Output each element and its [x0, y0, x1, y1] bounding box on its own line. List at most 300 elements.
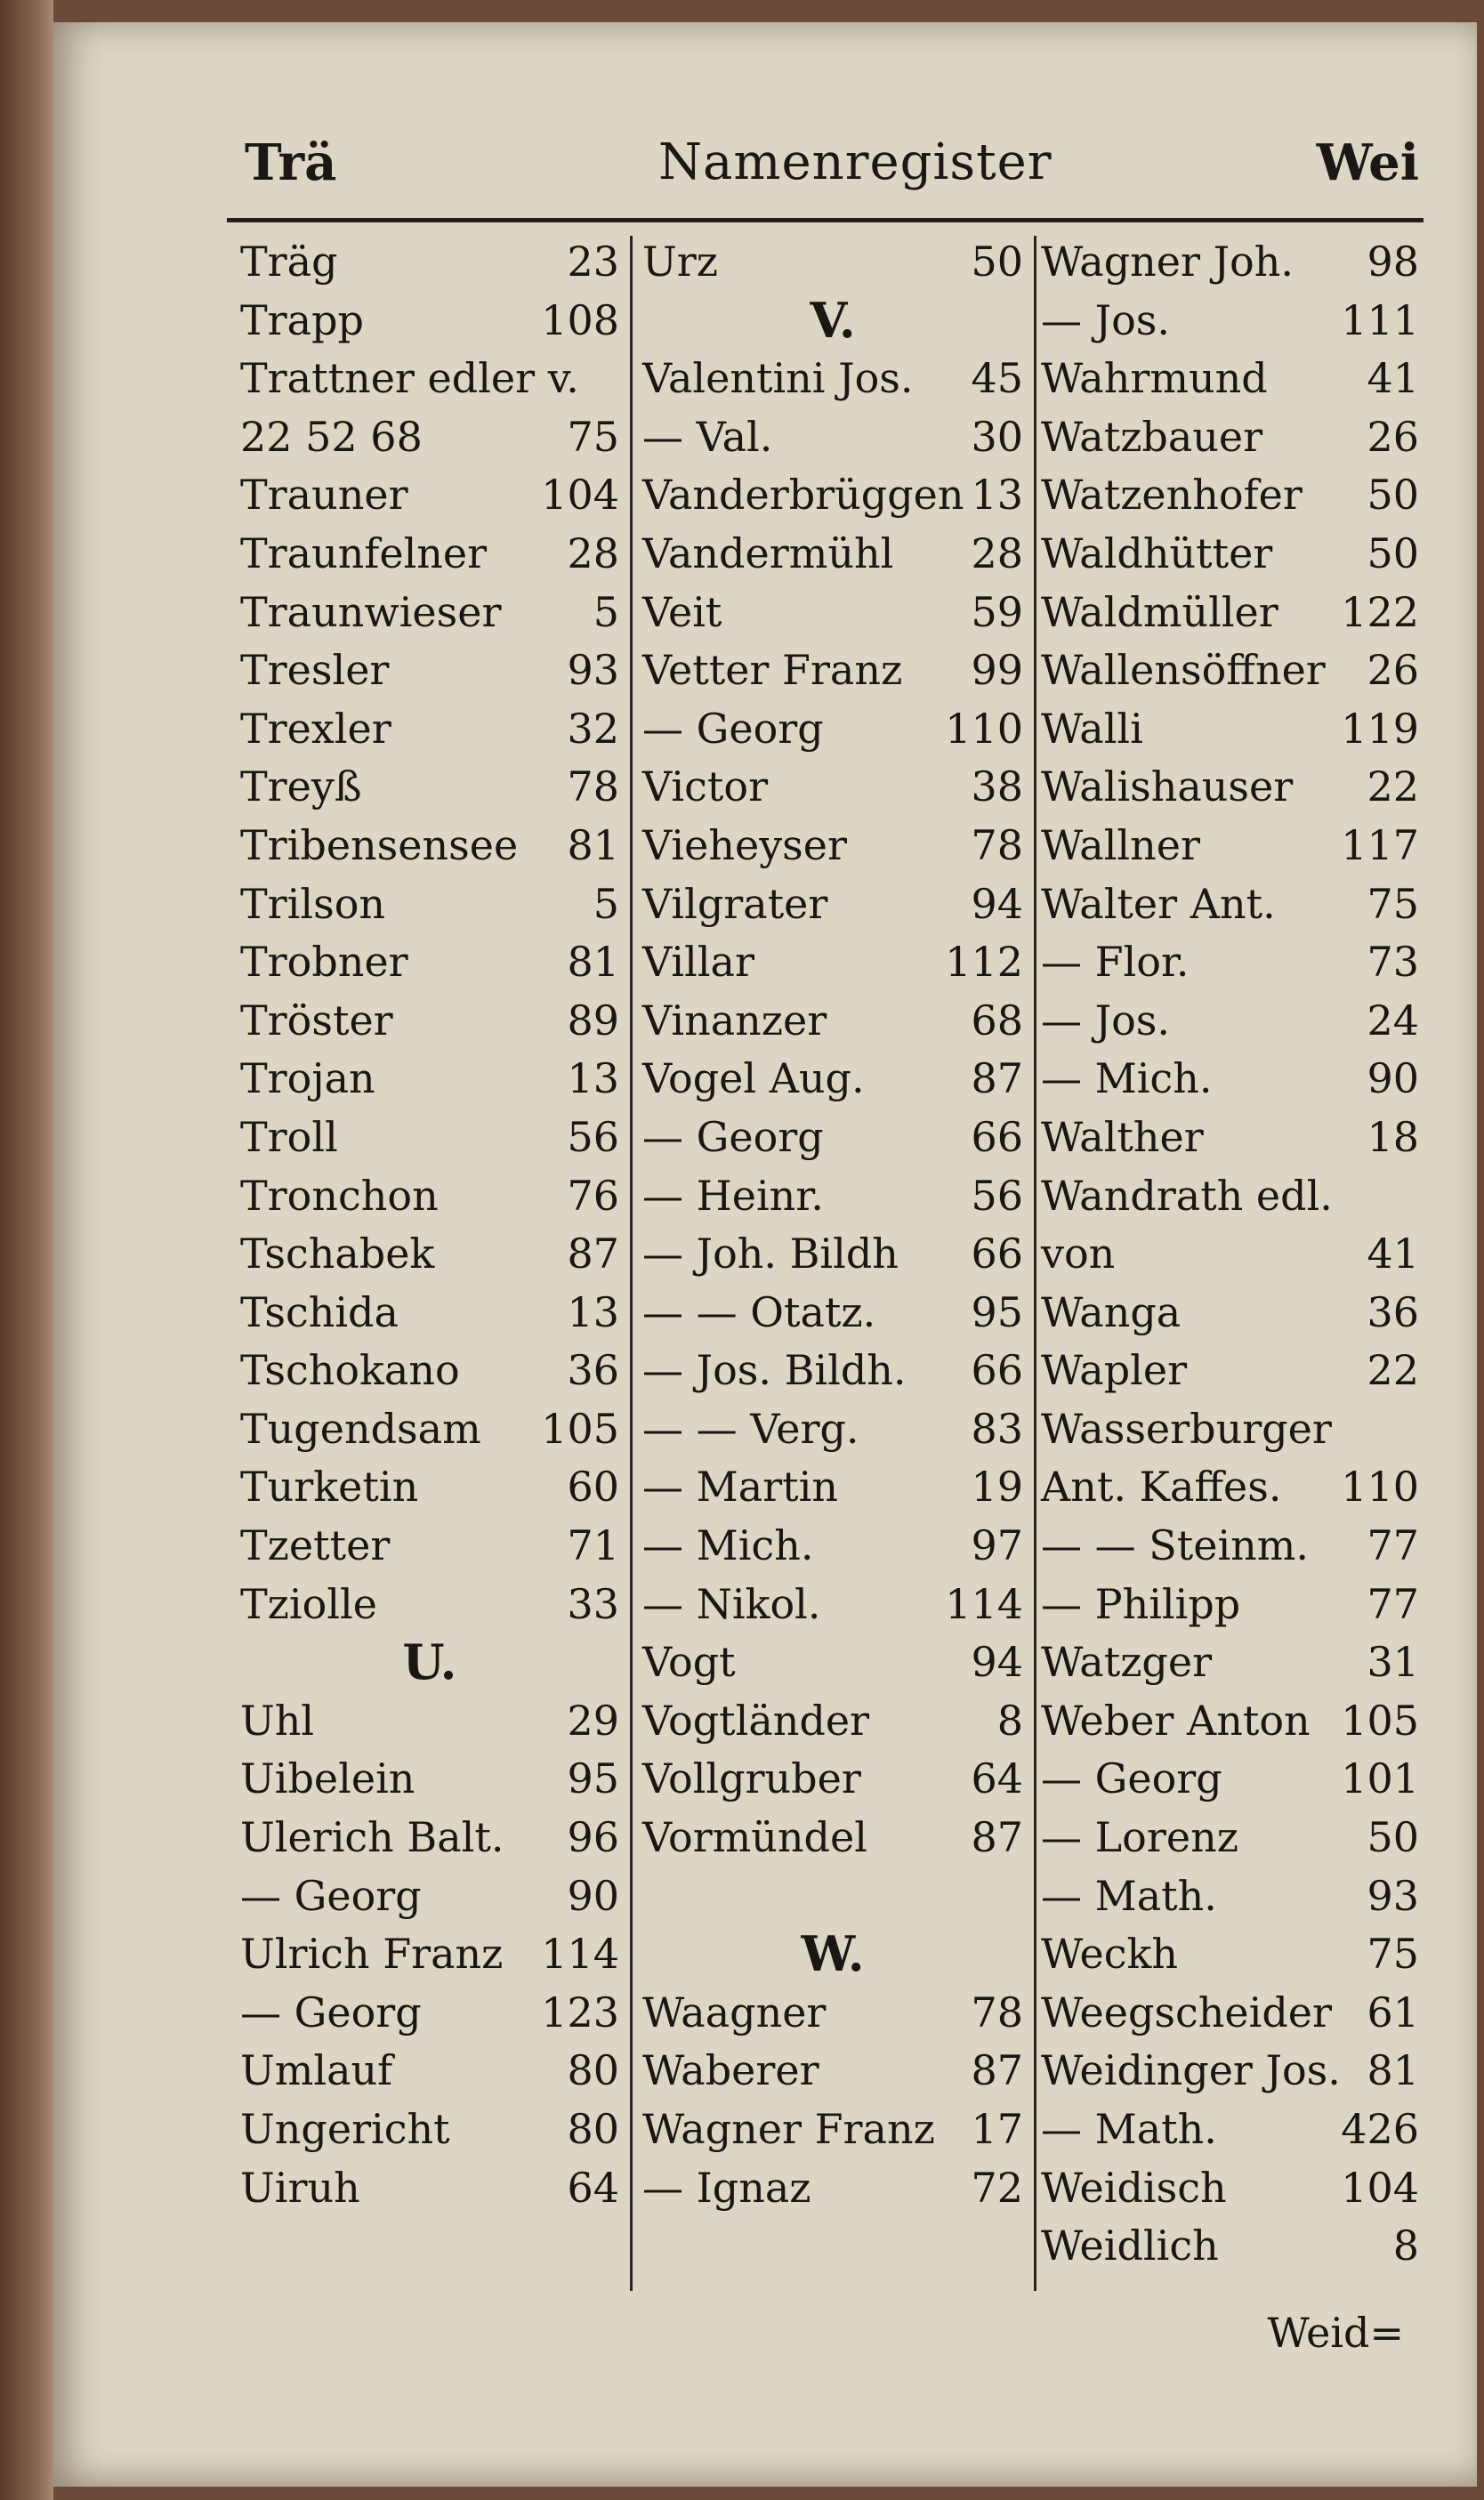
entry-page-number: 66 — [971, 1346, 1023, 1395]
entry-name: — Georg — [240, 1988, 422, 2036]
index-entry — [642, 1458, 1023, 1517]
index-entry — [240, 1458, 619, 1517]
entry-page-number: 426 — [1341, 2105, 1419, 2153]
index-entry — [240, 1809, 619, 1867]
entry-name: — Lorenz — [1041, 1813, 1238, 1862]
entry-page-number: 114 — [541, 1930, 619, 1979]
entry-name: Wagner Joh. — [1041, 238, 1294, 286]
index-entry — [1041, 1925, 1419, 1984]
entry-page-number: 108 — [541, 295, 619, 344]
entry-name: — — Verg. — [642, 1404, 859, 1453]
entry-page-number: 38 — [971, 762, 1023, 811]
entry-page-number: 56 — [567, 1112, 619, 1161]
entry-name: — Heinr. — [642, 1171, 824, 1220]
entry-page-number: 23 — [567, 238, 619, 286]
index-entry — [642, 1167, 1023, 1226]
entry-name: Vogtländer — [642, 1696, 870, 1745]
index-entry — [240, 1692, 619, 1751]
index-entry — [1041, 350, 1419, 408]
entry-page-number: 50 — [971, 238, 1023, 286]
entry-page-number: 28 — [971, 528, 1023, 577]
index-entry — [240, 1167, 619, 1226]
entry-page-number: 93 — [567, 646, 619, 695]
header-left-word: Trä — [245, 133, 337, 192]
entry-name: Vandermühl — [642, 528, 894, 577]
entry-page-number: 110 — [945, 704, 1023, 753]
entry-page-number: 22 — [1367, 762, 1419, 811]
index-entry — [1041, 2217, 1419, 2276]
entry-name: Victor — [642, 762, 769, 811]
entry-name: Trapp — [240, 295, 364, 344]
entry-name: Traunfelner — [240, 528, 488, 577]
entry-page-number: 45 — [971, 354, 1023, 403]
index-entry — [1041, 1225, 1419, 1284]
entry-name: Watzenhofer — [1041, 471, 1303, 520]
index-entry — [240, 1750, 619, 1809]
entry-name: Troll — [240, 1112, 338, 1161]
index-entry — [642, 817, 1023, 875]
index-entry — [642, 466, 1023, 525]
index-entry — [1041, 2101, 1419, 2159]
entry-name: — Math. — [1041, 2105, 1217, 2153]
index-entry — [1041, 817, 1419, 875]
entry-name: Wallensöffner — [1041, 646, 1326, 695]
index-entry — [240, 1400, 619, 1459]
entry-page-number: 77 — [1367, 1521, 1419, 1570]
entry-name: Walishauser — [1041, 762, 1294, 811]
entry-name: Veit — [642, 587, 722, 636]
index-entry — [1041, 525, 1419, 584]
entry-page-number: 98 — [1367, 238, 1419, 286]
entry-page-number: 78 — [971, 820, 1023, 869]
entry-name: W. — [801, 1925, 865, 1983]
entry-page-number: 72 — [971, 2163, 1023, 2212]
entry-name: Vogt — [642, 1638, 736, 1687]
section-letter — [642, 292, 1023, 351]
entry-page-number: 8 — [1392, 2222, 1419, 2270]
entry-name: U. — [402, 1633, 457, 1691]
index-entry — [642, 1284, 1023, 1343]
entry-page-number: 64 — [567, 2163, 619, 2212]
entry-name: Weckh — [1041, 1930, 1179, 1979]
entry-name: von — [1041, 1230, 1116, 1278]
entry-page-number: 123 — [541, 1988, 619, 2036]
entry-name: Wanga — [1041, 1287, 1182, 1336]
entry-name: Vetter Franz — [642, 646, 903, 695]
entry-name: 22 52 68 — [240, 412, 423, 461]
entry-name: Wandrath edl. — [1041, 1171, 1333, 1220]
index-entry — [240, 584, 619, 642]
entry-name: — Nikol. — [642, 1579, 821, 1628]
entry-name: Valentini Jos. — [642, 354, 914, 403]
index-entry — [240, 2042, 619, 2101]
entry-name: — Math. — [1041, 1871, 1217, 1920]
index-entry — [642, 992, 1023, 1051]
index-entry — [642, 525, 1023, 584]
entry-page-number: 31 — [1367, 1638, 1419, 1687]
entry-name: — Georg — [642, 1112, 824, 1161]
index-entry — [642, 1692, 1023, 1751]
entry-page-number: 77 — [1367, 1579, 1419, 1628]
index-entry — [240, 641, 619, 700]
entry-name: — Mich. — [642, 1521, 814, 1570]
entry-name: Uiruh — [240, 2163, 360, 2212]
entry-name: — Georg — [642, 704, 824, 753]
entry-name: Wallner — [1041, 820, 1200, 869]
entry-name: Villar — [642, 938, 754, 987]
index-entry — [1041, 641, 1419, 700]
index-entry — [240, 700, 619, 759]
entry-page-number: 36 — [1367, 1287, 1419, 1336]
index-entry — [240, 408, 619, 467]
index-entry — [642, 408, 1023, 467]
running-header — [222, 133, 1432, 196]
index-entry — [240, 1517, 619, 1576]
entry-name: Tronchon — [240, 1171, 439, 1220]
index-entry — [1041, 2042, 1419, 2101]
entry-name: Trexler — [240, 704, 391, 753]
entry-name: Trauner — [240, 471, 408, 520]
index-entry — [240, 1109, 619, 1167]
entry-name: — Flor. — [1041, 938, 1190, 987]
entry-name: Tresler — [240, 646, 390, 695]
entry-page-number: 105 — [541, 1404, 619, 1453]
entry-page-number: 104 — [541, 471, 619, 520]
index-entry — [240, 466, 619, 525]
index-entry — [1041, 2159, 1419, 2218]
index-entry — [642, 933, 1023, 992]
index-entry — [240, 350, 619, 408]
entry-page-number: 56 — [971, 1171, 1023, 1220]
entry-page-number: 66 — [971, 1112, 1023, 1161]
entry-name: Turketin — [240, 1463, 419, 1512]
entry-page-number: 89 — [567, 996, 619, 1044]
index-entry — [642, 584, 1023, 642]
entry-name: Weber Anton — [1041, 1696, 1311, 1745]
entry-name: Trobner — [240, 938, 408, 987]
entry-name: Watzbauer — [1041, 412, 1263, 461]
entry-page-number: 87 — [971, 1054, 1023, 1103]
entry-name: Waberer — [642, 2046, 819, 2095]
entry-page-number: 101 — [1341, 1754, 1419, 1803]
index-entry — [642, 1867, 1023, 1926]
entry-page-number: 80 — [567, 2105, 619, 2153]
entry-page-number: 28 — [567, 528, 619, 577]
index-entry — [1041, 700, 1419, 759]
entry-page-number: 64 — [971, 1754, 1023, 1803]
index-entry — [240, 875, 619, 934]
entry-name: Weidlich — [1041, 2222, 1219, 2270]
column-divider-2 — [1034, 236, 1036, 2291]
entry-page-number: 61 — [1367, 1988, 1419, 2036]
entry-page-number: 83 — [971, 1404, 1023, 1453]
index-entry — [642, 1576, 1023, 1634]
entry-page-number: 81 — [567, 938, 619, 987]
entry-page-number: 76 — [567, 1171, 619, 1220]
entry-name: Tschida — [240, 1287, 399, 1336]
index-entry — [1041, 992, 1419, 1051]
index-entry — [1041, 1809, 1419, 1867]
entry-page-number: 105 — [1341, 1696, 1419, 1745]
index-entry — [1041, 1050, 1419, 1109]
entry-name: Weegscheider — [1041, 1988, 1333, 2036]
entry-page-number: 99 — [971, 646, 1023, 695]
index-entry — [1041, 1576, 1419, 1634]
entry-page-number: 13 — [971, 471, 1023, 520]
index-entry — [240, 817, 619, 875]
entry-name: Waagner — [642, 1988, 827, 2036]
index-entry — [642, 233, 1023, 292]
entry-name: — — Otatz. — [642, 1287, 876, 1336]
entry-page-number: 90 — [1367, 1054, 1419, 1103]
index-entry — [642, 1517, 1023, 1576]
entry-page-number: 5 — [593, 587, 619, 636]
entry-page-number: 36 — [567, 1346, 619, 1395]
entry-page-number: 87 — [567, 1230, 619, 1278]
entry-page-number: 5 — [593, 879, 619, 928]
entry-name: Walter Ant. — [1041, 879, 1276, 928]
index-entry — [1041, 233, 1419, 292]
index-entry — [240, 1225, 619, 1284]
entry-page-number: 97 — [971, 1521, 1023, 1570]
index-entry — [642, 758, 1023, 817]
index-entry — [1041, 1342, 1419, 1400]
entry-page-number: 111 — [1341, 295, 1419, 344]
entry-name: Vanderbrüggen — [642, 471, 964, 520]
entry-name: Uibelein — [240, 1754, 415, 1803]
section-letter — [642, 1925, 1023, 1984]
entry-page-number: 87 — [971, 1813, 1023, 1862]
index-entry — [642, 1984, 1023, 2043]
entry-page-number: 81 — [1367, 2046, 1419, 2095]
entry-name: — Ignaz — [642, 2163, 811, 2212]
index-entry — [642, 875, 1023, 934]
entry-page-number: 95 — [971, 1287, 1023, 1336]
entry-name: Waldmüller — [1041, 587, 1278, 636]
index-entry — [240, 933, 619, 992]
index-entry — [642, 2042, 1023, 2101]
index-column-2 — [642, 233, 1023, 2217]
entry-name: — Jos. — [1041, 295, 1170, 344]
entry-page-number: 24 — [1367, 996, 1419, 1044]
entry-page-number: 114 — [945, 1579, 1023, 1628]
entry-name: Tugendsam — [240, 1404, 481, 1453]
index-entry — [1041, 1167, 1419, 1226]
entry-name: Tröster — [240, 996, 393, 1044]
entry-name: Ulrich Franz — [240, 1930, 504, 1979]
index-entry — [1041, 1867, 1419, 1926]
index-entry — [642, 1633, 1023, 1692]
index-entry — [240, 1576, 619, 1634]
index-entry — [240, 1284, 619, 1343]
entry-name: — Jos. Bildh. — [642, 1346, 907, 1395]
entry-name: Trilson — [240, 879, 386, 928]
entry-name: Ulerich Balt. — [240, 1813, 504, 1862]
header-right-word: Wei — [1316, 133, 1419, 192]
index-entry — [1041, 1633, 1419, 1692]
entry-name: Vilgrater — [642, 879, 828, 928]
index-entry — [240, 2159, 619, 2218]
entry-name: Vogel Aug. — [642, 1054, 865, 1103]
entry-page-number: 13 — [567, 1287, 619, 1336]
book-spine — [0, 0, 53, 2500]
entry-name: Trojan — [240, 1054, 375, 1103]
entry-name: Ungericht — [240, 2105, 450, 2153]
index-entry — [1041, 758, 1419, 817]
entry-page-number: 50 — [1367, 471, 1419, 520]
index-entry — [1041, 1984, 1419, 2043]
entry-page-number: 13 — [567, 1054, 619, 1103]
entry-page-number: 18 — [1367, 1112, 1419, 1161]
entry-page-number: 75 — [1367, 1930, 1419, 1979]
entry-page-number: 119 — [1341, 704, 1419, 753]
entry-page-number: 8 — [996, 1696, 1023, 1745]
index-entry — [642, 1050, 1023, 1109]
index-entry — [642, 1109, 1023, 1167]
index-entry — [1041, 1750, 1419, 1809]
index-entry — [240, 292, 619, 351]
entry-name: Träg — [240, 238, 338, 286]
entry-name: Traunwieser — [240, 587, 502, 636]
entry-name: Waldhütter — [1041, 528, 1273, 577]
index-entry — [642, 641, 1023, 700]
entry-name: — Mich. — [1041, 1054, 1213, 1103]
entry-name: Tziolle — [240, 1579, 377, 1628]
entry-name: — Martin — [642, 1463, 838, 1512]
index-entry — [240, 1342, 619, 1400]
index-entry — [1041, 1109, 1419, 1167]
entry-page-number: 117 — [1341, 820, 1419, 869]
entry-page-number: 19 — [971, 1463, 1023, 1512]
entry-page-number: 60 — [567, 1463, 619, 1512]
index-entry — [240, 525, 619, 584]
entry-page-number: 73 — [1367, 938, 1419, 987]
entry-page-number: 93 — [1367, 1871, 1419, 1920]
entry-page-number: 22 — [1367, 1346, 1419, 1395]
entry-page-number: 112 — [945, 938, 1023, 987]
entry-name: — Georg — [240, 1871, 422, 1920]
entry-name: Wahrmund — [1041, 354, 1268, 403]
index-entry — [240, 1925, 619, 1984]
index-column-1 — [240, 233, 619, 2217]
entry-page-number: 29 — [567, 1696, 619, 1745]
index-entry — [240, 1984, 619, 2043]
index-entry — [1041, 1692, 1419, 1751]
index-entry — [1041, 1517, 1419, 1576]
entry-page-number: 68 — [971, 996, 1023, 1044]
index-entry — [642, 2159, 1023, 2218]
entry-page-number: 59 — [971, 587, 1023, 636]
entry-name: V. — [810, 291, 856, 349]
entry-name: Tschabek — [240, 1230, 435, 1278]
entry-page-number: 33 — [567, 1579, 619, 1628]
index-entry — [1041, 584, 1419, 642]
entry-name: — — Steinm. — [1041, 1521, 1310, 1570]
entry-page-number: 94 — [971, 879, 1023, 928]
entry-page-number: 30 — [971, 412, 1023, 461]
entry-name: Wagner Franz — [642, 2105, 935, 2153]
entry-page-number: 32 — [567, 704, 619, 753]
index-column-3 — [1041, 233, 1419, 2276]
index-entry — [1041, 1458, 1419, 1517]
index-entry — [240, 2101, 619, 2159]
entry-name: Weidisch — [1041, 2163, 1227, 2212]
entry-name: — Jos. — [1041, 996, 1170, 1044]
entry-name: Uhl — [240, 1696, 315, 1745]
entry-page-number: 17 — [971, 2105, 1023, 2153]
entry-name: Trattner edler v. — [240, 354, 579, 403]
entry-page-number: 26 — [1367, 412, 1419, 461]
index-entry — [240, 758, 619, 817]
section-letter — [240, 1633, 619, 1692]
header-rule — [227, 218, 1424, 222]
index-entry — [1041, 408, 1419, 467]
entry-page-number: 41 — [1367, 354, 1419, 403]
index-entry — [642, 350, 1023, 408]
index-entry — [642, 1400, 1023, 1459]
entry-name: Wapler — [1041, 1346, 1188, 1395]
entry-name: — Georg — [1041, 1754, 1222, 1803]
index-entry — [642, 1225, 1023, 1284]
entry-name: Treyß — [240, 762, 362, 811]
index-entry — [1041, 466, 1419, 525]
entry-page-number: 96 — [567, 1813, 619, 1862]
entry-name: Umlauf — [240, 2046, 393, 2095]
column-divider-1 — [630, 236, 633, 2291]
entry-page-number: 66 — [971, 1230, 1023, 1278]
entry-page-number: 81 — [567, 820, 619, 869]
entry-page-number: 80 — [567, 2046, 619, 2095]
entry-name: Wasserburger — [1041, 1404, 1332, 1453]
entry-name: Vinanzer — [642, 996, 827, 1044]
entry-name: Tschokano — [240, 1346, 460, 1395]
entry-page-number: 78 — [567, 762, 619, 811]
entry-name: — Philipp — [1041, 1579, 1241, 1628]
entry-name: Ant. Kaffes. — [1041, 1463, 1282, 1512]
index-entry — [642, 2101, 1023, 2159]
entry-page-number: 87 — [971, 2046, 1023, 2095]
index-entry — [1041, 875, 1419, 934]
entry-name: Weidinger Jos. — [1041, 2046, 1341, 2095]
page-title: Namenregister — [658, 133, 1053, 191]
entry-page-number: 90 — [567, 1871, 619, 1920]
entry-name: Urz — [642, 238, 718, 286]
index-entry — [642, 700, 1023, 759]
entry-page-number: 95 — [567, 1754, 619, 1803]
entry-page-number: 75 — [567, 412, 619, 461]
entry-page-number: 75 — [1367, 879, 1419, 928]
entry-name: Vormündel — [642, 1813, 867, 1862]
index-entry — [240, 992, 619, 1051]
entry-page-number: 50 — [1367, 528, 1419, 577]
index-entry — [1041, 933, 1419, 992]
index-entry — [1041, 292, 1419, 351]
entry-page-number: 71 — [567, 1521, 619, 1570]
index-entry — [642, 1342, 1023, 1400]
index-entry — [642, 1750, 1023, 1809]
entry-page-number: 26 — [1367, 646, 1419, 695]
entry-name: Vieheyser — [642, 820, 847, 869]
catchword: Weid= — [1267, 2309, 1404, 2357]
entry-page-number: 50 — [1367, 1813, 1419, 1862]
entry-name: — Joh. Bildh — [642, 1230, 899, 1278]
entry-name: Tribensensee — [240, 820, 519, 869]
index-entry — [642, 1809, 1023, 1867]
index-entry — [240, 233, 619, 292]
entry-page-number: 41 — [1367, 1230, 1419, 1278]
entry-page-number: 110 — [1341, 1463, 1419, 1512]
entry-name: Watzger — [1041, 1638, 1213, 1687]
